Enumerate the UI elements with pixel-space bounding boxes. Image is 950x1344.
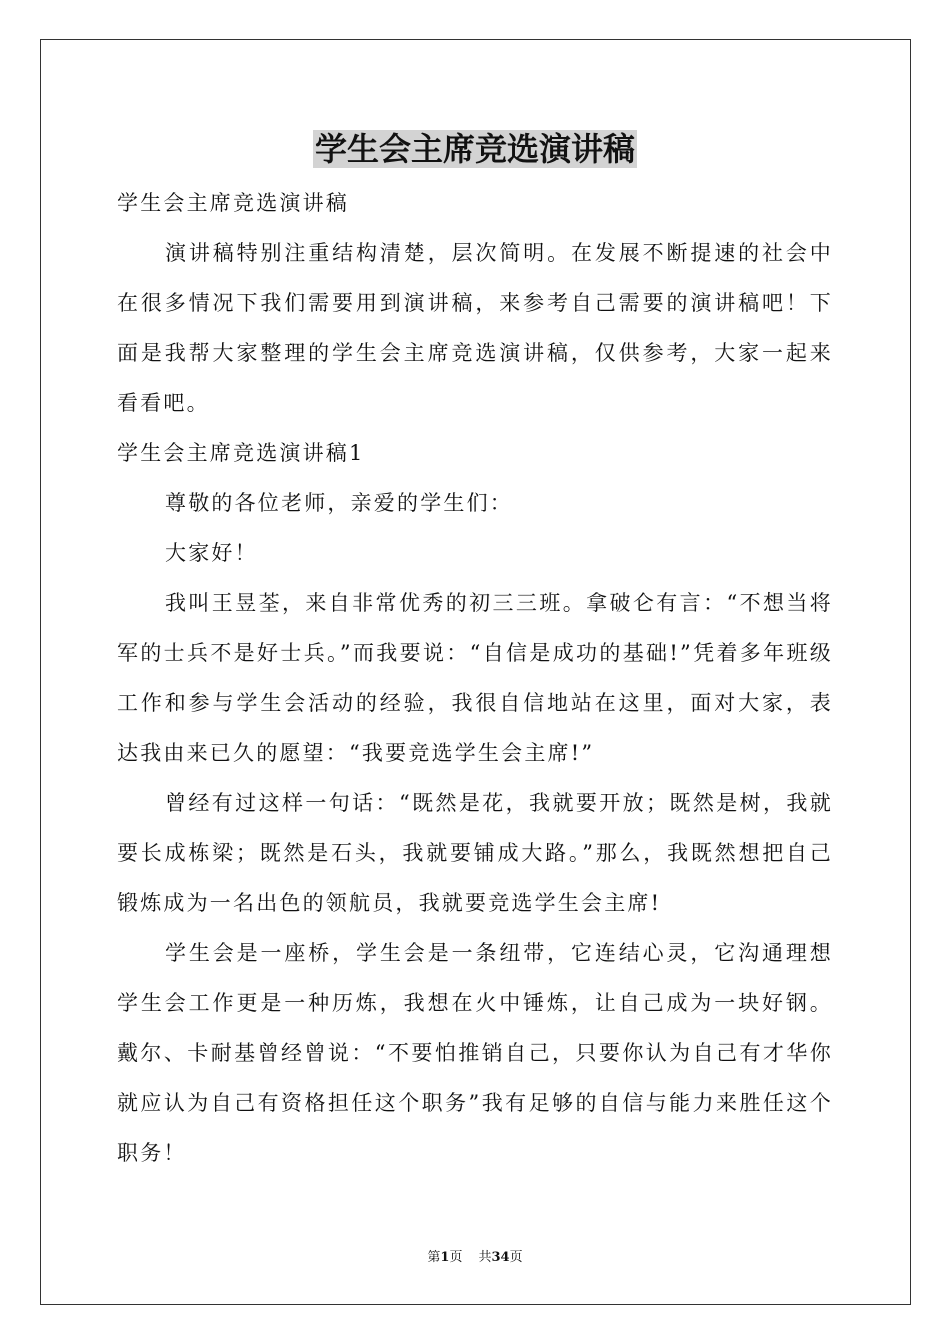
total-prefix: 共 (478, 1250, 492, 1265)
paragraph: 演讲稿特别注重结构清楚，层次简明。在发展不断提速的社会中在很多情况下我们需要用到演讲稿，来参考自己需要的演讲稿吧！下面是我帮大家整理的学生会主席竞选演讲稿，仅供参考，大家一起来看看吧。 (117, 241, 833, 415)
page-prefix: 第 (427, 1250, 441, 1265)
total-pages: 34 (491, 1250, 510, 1265)
paragraph: 尊敬的各位老师，亲爱的学生们： (165, 491, 513, 515)
paragraph: 学生会主席竞选演讲稿1 (117, 441, 365, 465)
document-title (0, 124, 950, 174)
page-suffix: 页 (449, 1250, 463, 1265)
paragraph: 学生会是一座桥，学生会是一条纽带，它连结心灵，它沟通理想学生会工作更是一种历炼，我想在火中锤炼，让自己成为一块好钢。戴尔、卡耐基曾经曾说：“不要怕推销自己，只要你认为自己有才华你就应认为自己有资格担任这个职务”我有足够的自信与能力来胜任这个职务！ (117, 941, 833, 1165)
total-suffix: 页 (509, 1250, 523, 1265)
document-body (117, 178, 833, 1178)
page-footer (0, 1248, 950, 1268)
paragraph: 我叫王昱荃，来自非常优秀的初三三班。拿破仑有言：“不想当将军的士兵不是好士兵。”而我要说：“自信是成功的基础!”凭着多年班级工作和参与学生会活动的经验，我很自信地站在这里，面对大家，表达我由来已久的愿望：“我要竞选学生会主席!” (117, 591, 833, 765)
paragraph: 学生会主席竞选演讲稿 (117, 191, 349, 215)
document-title-text: 学生会主席竞选演讲稿 (314, 130, 635, 168)
page-number: 1 (440, 1250, 450, 1265)
paragraph: 曾经有过这样一句话：“既然是花，我就要开放；既然是树，我就要长成栋梁；既然是石头，我就要铺成大路。”那么，我既然想把自己锻炼成为一名出色的领航员，我就要竞选学生会主席! (117, 791, 833, 915)
paragraph: 大家好！ (165, 541, 258, 565)
